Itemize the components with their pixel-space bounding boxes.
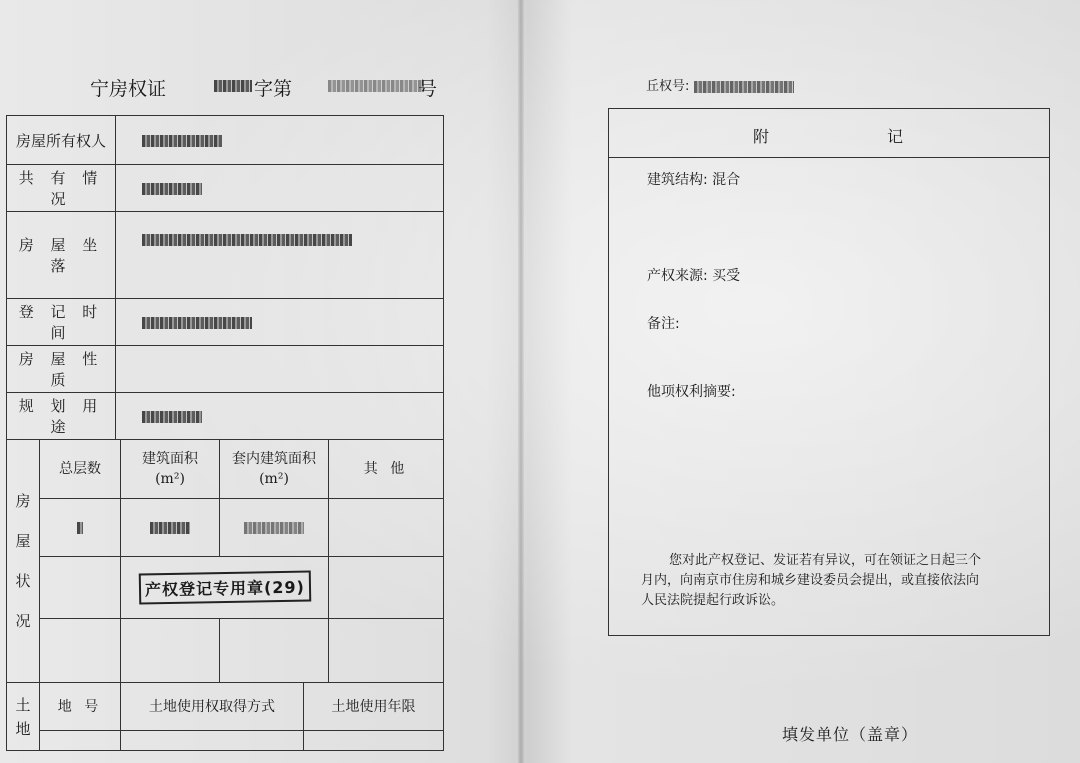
owner-label: 房屋所有权人 <box>7 116 116 165</box>
land-char: 土 <box>15 696 31 714</box>
owner-value <box>116 116 444 165</box>
col-area-unit: (m²) <box>155 471 185 487</box>
floors-value <box>40 499 121 557</box>
col-other: 其 他 <box>329 440 444 499</box>
land-years-label: 土地使用年限 <box>304 683 444 731</box>
empty-cell <box>121 619 220 683</box>
other-value <box>329 499 444 557</box>
land-char: 地 <box>15 720 31 738</box>
annex-title <box>609 109 1049 158</box>
status-char: 屋 <box>15 532 31 550</box>
col-inner-label: 套内建筑面积 <box>232 451 316 467</box>
land-no-label: 地 号 <box>40 683 121 731</box>
empty-cell <box>40 731 121 751</box>
share-label: 共 有 情 况 <box>7 165 116 212</box>
col-inner-unit: (m²) <box>259 471 289 487</box>
objection-notice: 您对此产权登记、发证若有异议，可在领证之日起三个月内，向南京市住房和城乡建设委员会提出，或直接依法向人民法院提起行政诉讼。 <box>641 553 982 608</box>
registration-stamp: 产权登记专用章(29) <box>138 571 310 605</box>
col-area <box>121 440 220 499</box>
hill-number-line <box>646 75 794 94</box>
page-fold <box>518 0 524 763</box>
cert-hao: 号 <box>418 78 438 100</box>
status-char: 状 <box>15 572 31 590</box>
status-char: 况 <box>15 612 31 630</box>
issuer-label: 填发单位（盖章） <box>782 725 919 744</box>
cert-prefix: 宁房权证 <box>90 78 167 100</box>
land-method-label: 土地使用权取得方式 <box>121 683 304 731</box>
col-area-label: 建筑面积 <box>142 451 198 467</box>
redacted-hill-no <box>694 81 794 93</box>
empty-cell <box>329 619 444 683</box>
status-side-label <box>7 440 40 683</box>
share-value <box>116 165 444 212</box>
nature-value <box>116 346 444 393</box>
empty-cell <box>304 731 444 751</box>
cert-zi: 字第 <box>254 78 293 100</box>
other-rights: 他项权利摘要: <box>647 384 736 400</box>
empty-cell <box>40 557 121 619</box>
stamp-cell <box>121 557 329 619</box>
house-info-table <box>6 115 444 751</box>
building-structure: 建筑结构: 混合 <box>647 172 741 188</box>
location-label: 房 屋 坐 落 <box>7 212 116 299</box>
empty-cell <box>220 619 329 683</box>
status-char: 房 <box>15 492 31 510</box>
reg-time-label: 登 记 时 间 <box>7 299 116 346</box>
empty-cell <box>121 731 304 751</box>
annex-title-a: 附 <box>753 127 770 146</box>
col-inner-area <box>220 440 329 499</box>
annex-box <box>608 108 1050 636</box>
usage-value <box>116 393 444 440</box>
inner-area-value <box>220 499 329 557</box>
empty-cell <box>329 557 444 619</box>
remarks: 备注: <box>647 316 680 332</box>
property-source: 产权来源: 买受 <box>647 268 741 284</box>
location-value <box>116 212 444 299</box>
area-value <box>121 499 220 557</box>
reg-time-value <box>116 299 444 346</box>
annex-title-b: 记 <box>887 127 904 146</box>
usage-label: 规 划 用 途 <box>7 393 116 440</box>
nature-label: 房 屋 性 质 <box>7 346 116 393</box>
col-floors: 总层数 <box>40 440 121 499</box>
empty-cell <box>40 619 121 683</box>
hill-no-label: 丘权号: <box>646 79 690 94</box>
land-side-label <box>7 683 40 751</box>
